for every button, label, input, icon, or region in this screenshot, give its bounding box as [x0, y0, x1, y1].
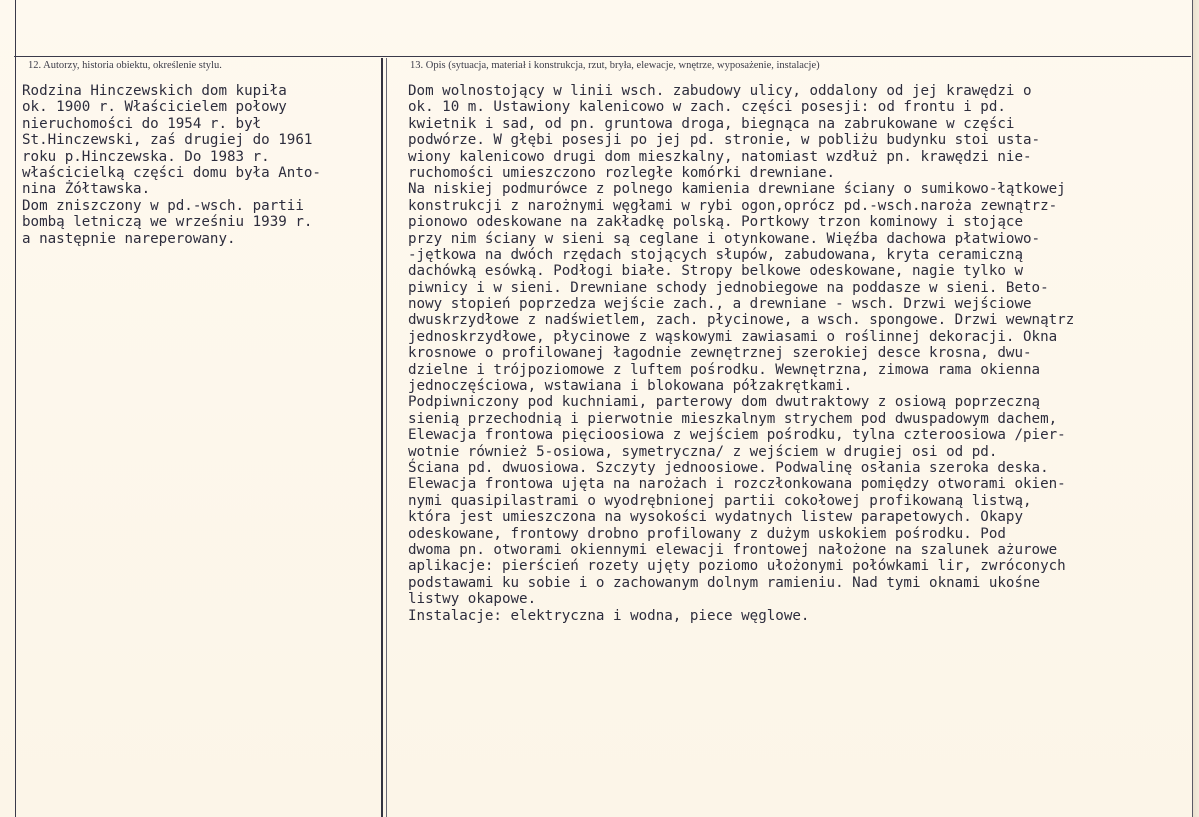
section13-line: jednoskrzydłowe, płycinowe z wąskowymi zawiasami o roślinnej dekoracji. Okna [408, 328, 1058, 345]
column-divider [381, 58, 383, 817]
section12-line: ok. 1900 r. Właścicielem połowy [22, 99, 287, 116]
section13-line: ok. 10 m. Ustawiony kalenicowo w zach. części posesji: od frontu i pd. [408, 99, 1006, 116]
section12-line: roku p.Hinczewska. Do 1983 r. [22, 148, 270, 165]
section13-line: przy nim ściany w sieni są ceglane i otynkowane. Więźba dachowa płatwiowo- [408, 230, 1041, 247]
section13-line: nymi quasipilastrami o wyodrębnionej partii cokołowej profikowaną listwą, [408, 492, 1032, 509]
section13-line: kwietnik i sad, od pn. gruntowa droga, biegnąca na zabrukowane w części [408, 115, 1015, 132]
section13-line: jednoczęściowa, wstawiana i blokowana półzakrętkami. [408, 378, 853, 395]
section13-line: piwnicy i w sieni. Drewniane schody jednobiegowe na poddasze w sieni. Beto- [408, 279, 1049, 296]
section-12-header: 12. Autorzy, historia obiektu, określenie stylu. [28, 60, 222, 71]
column-divider-secondary [386, 58, 387, 817]
section12-line: a następnie nareperowany. [22, 230, 236, 247]
section13-line: wiony kalenicowo drugi dom mieszkalny, natomiast wzdłuż pn. krawędzi nie- [408, 148, 1032, 165]
section13-line: która jest umieszczona na wysokości wydatnych listew parapetowych. Okapy [408, 509, 1023, 526]
section13-line: konstrukcji z narożnymi węgłami w rybi ogon,oprócz pd.-wsch.naroża zewnątrz- [408, 197, 1058, 214]
right-border-line [1192, 0, 1193, 817]
section13-line: Instalacje: elektryczna i wodna, piece węglowe. [408, 607, 810, 624]
section13-line: podwórze. W głębi posesji po jej pd. stronie, w pobliżu budynku stoi usta- [408, 132, 1041, 149]
top-border-line [14, 56, 1191, 57]
section13-line: Elewacja frontowa pięcioosiowa z wejściem pośrodku, tylna czteroosiowa /pier- [408, 427, 1066, 444]
section12-line: Rodzina Hinczewskich dom kupiła [22, 83, 287, 99]
section13-line: dzielne i trójpoziomowe z luftem pośrodku. Wewnętrzna, zimowa rama okienna [408, 361, 1041, 378]
section-12-text [22, 83, 321, 247]
left-border-line [15, 0, 16, 817]
section13-line: Elewacja frontowa ujęta na narożach i rozczłonkowana pomiędzy otworami okien- [408, 476, 1066, 493]
section13-line: dachówką esówką. Podłogi białe. Stropy belkowe odeskowane, nagie tylko w [408, 263, 1023, 280]
section13-line: Na niskiej podmurówce z polnego kamienia drewniane ściany o sumikowo-łątkowej [408, 181, 1066, 198]
section-13-text [408, 83, 1074, 624]
section13-line: dwoma pn. otworami okiennymi elewacji frontowej nałożone na szalunek ażurowe [408, 541, 1058, 558]
section-13-header: 13. Opis (sytuacja, materiał i konstrukcja, rzut, bryła, elewacje, wnętrze, wyposażenie, instalacje) [410, 60, 820, 71]
section12-line: właścicielką części domu była Anto- [22, 164, 321, 181]
section13-line: krosnowe o profilowanej łagodnie zewnętrznej szerokiej desce krosna, dwu- [408, 345, 1032, 362]
section13-line: pionowo odeskowane na zakładkę polską. Portkowy trzon kominowy i stojące [408, 214, 1023, 231]
section12-line: bombą letniczą we wrześniu 1939 r. [22, 214, 313, 231]
section13-line: -jętkowa na dwóch rzędach stojących słupów, zabudowana, kryta ceramiczną [408, 246, 1023, 263]
section13-line: sienią przechodnią i pierwotnie mieszkalnym strychem pod dwuspadowym dachem, [408, 410, 1058, 427]
section13-line: podstawami ku sobie i o zachowanym dolnym ramieniu. Nad tymi oknami ukośne [408, 574, 1041, 591]
section13-line: odeskowane, frontowy drobno profilowany z dużym uskokiem pośrodku. Pod [408, 525, 1006, 542]
section13-line: dwuskrzydłowe z nadświetlem, zach. płycinowe, a wsch. spongowe. Drzwi wewnątrz [408, 312, 1075, 329]
section13-line: ruchomości umieszczono rozległe komórki drewniane. [408, 164, 836, 181]
section12-line: nina Żółtawska. [22, 181, 151, 198]
page-edge [1193, 0, 1199, 817]
section13-line: aplikacje: pierścień rozety ujęty poziomo ułożonymi połówkami lir, zwróconych [408, 558, 1066, 575]
section12-line: nieruchomości do 1954 r. był [22, 115, 262, 132]
section13-line: nowy stopień poprzedza wejście zach., a drewniane - wsch. Drzwi wejściowe [408, 296, 1032, 313]
section13-line: wotnie również 5-osiowa, symetryczna/ z wejściem w drugiej osi od pd. [408, 443, 998, 460]
section13-line: Dom wolnostojący w linii wsch. zabudowy ulicy, oddalony od jej krawędzi o [408, 83, 1032, 99]
section12-line: Dom zniszczony w pd.-wsch. partii [22, 197, 304, 214]
section13-line: Podpiwniczony pod kuchniami, parterowy dom dwutraktowy z osiową poprzeczną [408, 394, 1041, 411]
section13-line: listwy okapowe. [408, 591, 537, 608]
section12-line: St.Hinczewski, zaś drugiej do 1961 [22, 132, 313, 149]
section13-line: Ściana pd. dwuosiowa. Szczyty jednoosiowe. Podwalinę osłania szeroka deska. [408, 459, 1049, 476]
